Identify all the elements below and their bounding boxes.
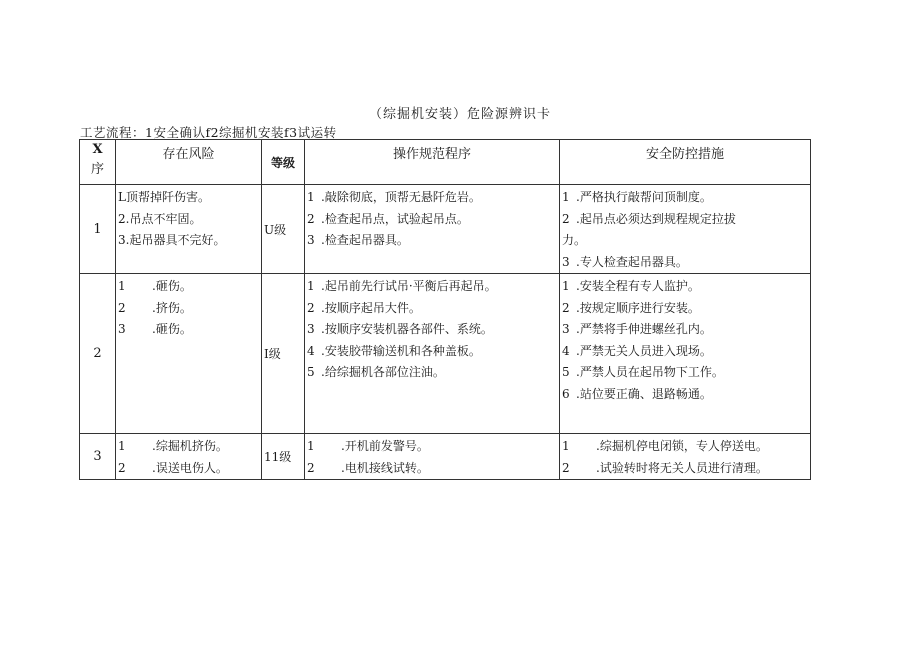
risk-cell (116, 274, 262, 434)
row-number: 3 (80, 434, 116, 480)
header-risk: 存在风险 (116, 140, 262, 185)
measure-item: 3 .严禁将手伸进螺丝孔内。 (562, 322, 712, 336)
procedure-item: 5 .给综掘机各部位注油。 (307, 365, 445, 379)
procedure-item: 1 .开机前发警号。 (307, 439, 429, 453)
table-row (80, 434, 811, 480)
measure-item: 1 .安装全程有专人监护。 (562, 279, 700, 293)
procedure-cell (305, 434, 560, 480)
measure-item: 5 .严禁人员在起吊物下工作。 (562, 365, 724, 379)
procedure-item: 1 .敲除彻底，顶帮无悬阡危岩。 (307, 190, 481, 204)
procedure-item: 2 .检查起吊点，试验起吊点。 (307, 211, 469, 226)
procedure-cell (305, 274, 560, 434)
process-line: 工艺流程：1安全确认f2综掘机安装f3试运转 (80, 125, 337, 140)
measure-item: 2 .起吊点必须达到规程规定拉拔 (562, 211, 736, 226)
risk-item: 3.起吊器具不完好。 (118, 233, 226, 247)
grade-cell: 11级 (262, 434, 305, 480)
measure-item: 1 .严格执行敲帮问顶制度。 (562, 190, 712, 204)
risk-item: 3 .砸伤。 (118, 322, 192, 336)
measure-item: 1 .综掘机停电闭锁，专人停送电。 (562, 439, 768, 453)
risk-item: 1 .砸伤。 (118, 279, 192, 293)
risk-cell (116, 185, 262, 274)
measures-cell (560, 185, 811, 274)
procedure-item: 1 .起吊前先行试吊·平衡后再起吊。 (307, 279, 497, 293)
measure-item: 6 .站位要正确、退路畅通。 (562, 386, 712, 401)
header-measures: 安全防控措施 (560, 140, 811, 185)
card-title: （综掘机安装）危险源辨识卡 (368, 107, 551, 122)
grade-cell: I级 (262, 274, 305, 434)
measures-cell (560, 274, 811, 434)
header-grade: 等级 (262, 140, 305, 185)
procedure-item: 2 .电机接线试转。 (307, 460, 429, 475)
table-row (80, 185, 811, 274)
header-seq-top: X (92, 142, 103, 157)
procedure-item: 3 .检查起吊器具。 (307, 233, 409, 247)
procedure-item: 4 .安装胶带输送机和各种盖板。 (307, 343, 481, 358)
row-number: 1 (80, 185, 116, 274)
measure-item: 4 .严禁无关人员进入现场。 (562, 343, 712, 358)
header-seq (80, 140, 116, 185)
table-header-row (80, 140, 811, 185)
risk-item: 2 .误送电伤人。 (118, 460, 228, 475)
measure-item: 力。 (562, 233, 587, 247)
hazard-table (79, 139, 811, 480)
risk-item: 2.吊点不牢固。 (118, 211, 202, 226)
risk-item: L顶帮掉阡伤害。 (118, 190, 210, 204)
risk-item: 2 .挤伤。 (118, 300, 192, 315)
header-procedure: 操作规范程序 (305, 140, 560, 185)
risk-item: 1 .综掘机挤伤。 (118, 439, 228, 453)
measure-item: 2 .按规定顺序进行安装。 (562, 300, 700, 315)
risk-cell (116, 434, 262, 480)
measure-item: 3 .专人检查起吊器具。 (562, 254, 688, 269)
measures-cell (560, 434, 811, 480)
grade-cell: U级 (262, 185, 305, 274)
procedure-item: 2 .按顺序起吊大件。 (307, 300, 421, 315)
header-seq-bottom: 序 (90, 162, 104, 177)
procedure-item: 3 .按顺序安装机器各部件、系统。 (307, 322, 493, 336)
table-row (80, 274, 811, 434)
measure-item: 2 .试验转时将无关人员进行清理。 (562, 460, 768, 475)
procedure-cell (305, 185, 560, 274)
row-number: 2 (80, 274, 116, 434)
